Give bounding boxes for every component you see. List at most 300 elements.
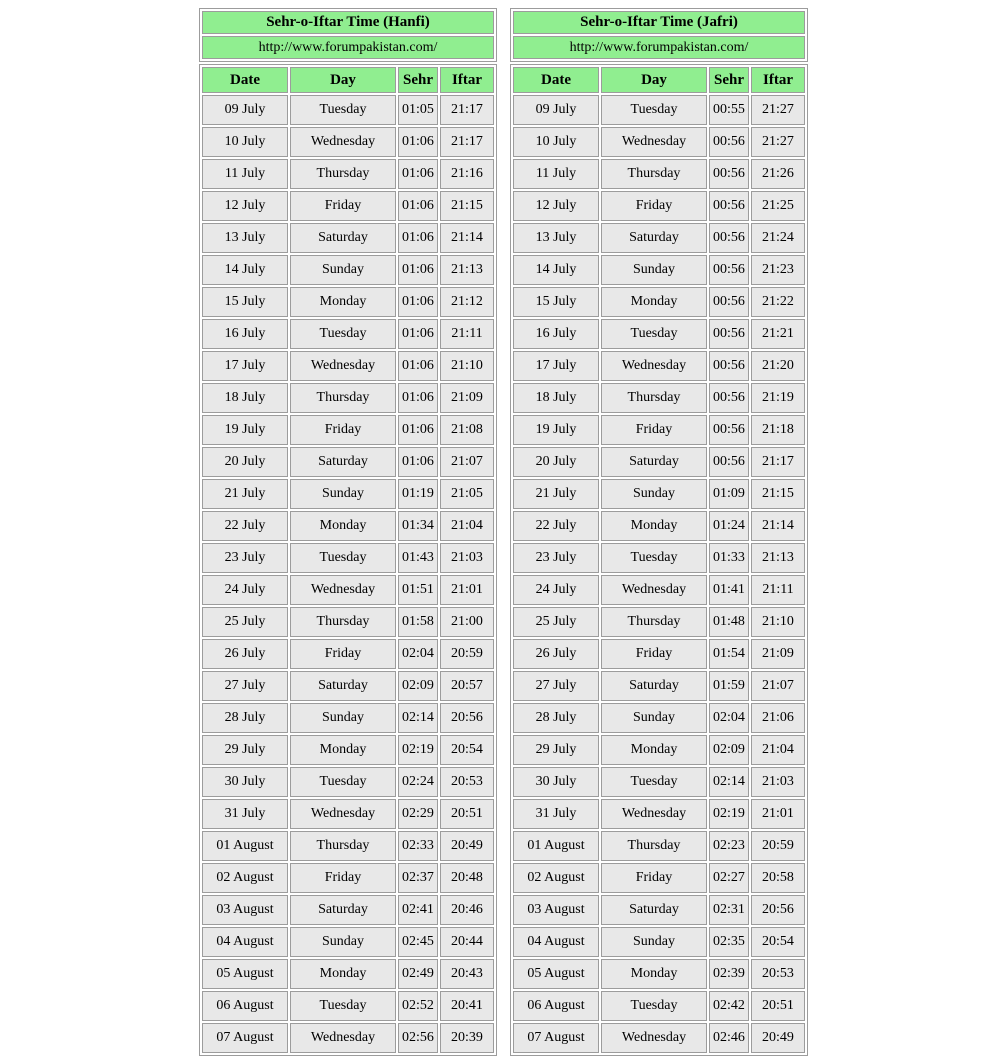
jafri-timetable [510,8,808,1045]
jafri-table-title: Sehr-o-Iftar Time (Jafri) [513,11,805,34]
table-cell: 02:42 [709,991,749,1021]
table-cell: 15 July [513,287,599,317]
table-cell: 01:58 [398,607,438,637]
table-cell: 14 July [202,255,288,285]
table-row [202,991,494,1021]
table-cell: Wednesday [601,1023,707,1053]
table-cell: 30 July [202,767,288,797]
table-cell: 06 August [513,991,599,1021]
hanfi-data-table [199,64,497,1056]
table-cell: 02:46 [709,1023,749,1053]
table-cell: 31 July [513,799,599,829]
table-row [202,863,494,893]
table-cell: 21:08 [440,415,494,445]
table-cell: Friday [601,191,707,221]
table-cell: Monday [601,511,707,541]
table-cell: 21:11 [751,575,805,605]
table-cell: 21:10 [751,607,805,637]
table-cell: Saturday [601,447,707,477]
table-cell: 01:51 [398,575,438,605]
table-cell: 12 July [513,191,599,221]
table-cell: 21:15 [440,191,494,221]
table-cell: 01:06 [398,287,438,317]
table-cell: 21:11 [440,319,494,349]
table-cell: Tuesday [290,95,396,125]
table-row [513,415,805,445]
table-cell: Monday [601,959,707,989]
table-row [202,1023,494,1053]
table-cell: 02:29 [398,799,438,829]
table-cell: 20:48 [440,863,494,893]
table-cell: Tuesday [290,767,396,797]
table-cell: 16 July [202,319,288,349]
table-cell: 02:33 [398,831,438,861]
table-cell: 01:06 [398,383,438,413]
table-cell: 13 July [202,223,288,253]
table-cell: 02:41 [398,895,438,925]
table-cell: 20:51 [751,991,805,1021]
table-cell: Friday [290,191,396,221]
table-row [202,383,494,413]
table-cell: 06 August [202,991,288,1021]
table-row [513,511,805,541]
table-cell: 02:39 [709,959,749,989]
table-cell: 00:56 [709,191,749,221]
table-header-row [202,67,494,93]
table-cell: Monday [290,511,396,541]
table-cell: Monday [290,735,396,765]
table-cell: 21:13 [440,255,494,285]
table-cell: 27 July [202,671,288,701]
table-cell: 20:43 [440,959,494,989]
table-cell: 21:00 [440,607,494,637]
table-cell: 00:56 [709,223,749,253]
table-cell: 21:15 [751,479,805,509]
table-cell: Wednesday [601,127,707,157]
table-cell: 11 July [202,159,288,189]
table-cell: Tuesday [601,319,707,349]
table-cell: 02:19 [709,799,749,829]
table-row [202,639,494,669]
table-cell: 21:10 [440,351,494,381]
table-cell: 20:39 [440,1023,494,1053]
table-cell: Friday [601,415,707,445]
table-row [513,639,805,669]
table-cell: 24 July [202,575,288,605]
table-cell: 11 July [513,159,599,189]
table-cell: Wednesday [290,351,396,381]
column-header-iftar: Iftar [440,67,494,93]
table-row [513,575,805,605]
table-cell: 01:43 [398,543,438,573]
table-cell: 02:37 [398,863,438,893]
table-row [513,863,805,893]
table-row [513,351,805,381]
table-cell: 29 July [513,735,599,765]
table-cell: 20:56 [751,895,805,925]
table-row [202,511,494,541]
table-cell: 02:14 [398,703,438,733]
table-cell: 21:23 [751,255,805,285]
table-cell: 04 August [202,927,288,957]
table-cell: Sunday [290,927,396,957]
table-cell: 21:04 [751,735,805,765]
table-row [513,127,805,157]
table-cell: 01:05 [398,95,438,125]
column-header-sehr: Sehr [398,67,438,93]
table-row [513,191,805,221]
table-cell: 20:49 [440,831,494,861]
table-cell: 20:56 [440,703,494,733]
table-cell: 21:26 [751,159,805,189]
table-cell: 02:04 [709,703,749,733]
table-row [513,927,805,957]
table-row [202,703,494,733]
table-cell: 02 August [513,863,599,893]
table-row [513,991,805,1021]
table-row [513,831,805,861]
table-cell: 29 July [202,735,288,765]
table-cell: 21:17 [751,447,805,477]
table-cell: 00:56 [709,159,749,189]
table-cell: Wednesday [290,127,396,157]
table-cell: 10 July [513,127,599,157]
table-cell: 20 July [513,447,599,477]
table-row [513,479,805,509]
hanfi-table-title: Sehr-o-Iftar Time (Hanfi) [202,11,494,34]
table-cell: 00:56 [709,255,749,285]
table-cell: 21:01 [751,799,805,829]
table-cell: Sunday [601,703,707,733]
jafri-title-table [510,8,808,62]
table-row [513,319,805,349]
table-cell: 20:57 [440,671,494,701]
table-cell: 01:06 [398,415,438,445]
table-cell: 21:06 [751,703,805,733]
table-row [513,447,805,477]
table-cell: 01:06 [398,447,438,477]
table-cell: 21:16 [440,159,494,189]
table-cell: 21:07 [751,671,805,701]
table-row [513,959,805,989]
table-row [513,95,805,125]
table-cell: 02:23 [709,831,749,861]
table-cell: Wednesday [290,575,396,605]
table-row [513,383,805,413]
table-cell: 01:06 [398,255,438,285]
table-cell: Friday [601,639,707,669]
table-cell: 21:03 [440,543,494,573]
table-cell: 21:09 [751,639,805,669]
table-cell: Tuesday [290,319,396,349]
table-row [513,159,805,189]
table-row [202,575,494,605]
table-cell: 17 July [202,351,288,381]
table-cell: 07 August [513,1023,599,1053]
table-cell: 02:24 [398,767,438,797]
jafri-source-url: http://www.forumpakistan.com/ [513,36,805,59]
table-cell: Saturday [290,223,396,253]
table-cell: 21:09 [440,383,494,413]
table-cell: 01:59 [709,671,749,701]
table-cell: 00:56 [709,351,749,381]
table-cell: 01:06 [398,351,438,381]
table-cell: 02:14 [709,767,749,797]
table-cell: 21:20 [751,351,805,381]
table-row [202,959,494,989]
table-cell: Thursday [290,831,396,861]
table-row [202,735,494,765]
table-row [202,415,494,445]
table-cell: 20:51 [440,799,494,829]
table-cell: 26 July [202,639,288,669]
table-cell: 18 July [202,383,288,413]
table-row [202,543,494,573]
table-cell: Thursday [290,607,396,637]
table-cell: 01 August [513,831,599,861]
table-cell: 02:31 [709,895,749,925]
table-row [202,607,494,637]
table-row [202,479,494,509]
table-row [513,767,805,797]
table-row [513,703,805,733]
table-cell: Saturday [290,447,396,477]
table-cell: 21:04 [440,511,494,541]
table-row [513,11,805,34]
table-cell: Monday [601,287,707,317]
table-cell: 01:19 [398,479,438,509]
table-cell: 01:54 [709,639,749,669]
column-header-day: Day [601,67,707,93]
table-cell: 20:53 [440,767,494,797]
table-cell: Thursday [290,383,396,413]
table-row [513,607,805,637]
table-cell: 22 July [513,511,599,541]
table-row [202,191,494,221]
table-row [513,799,805,829]
table-cell: 21:22 [751,287,805,317]
table-row [513,543,805,573]
table-cell: Tuesday [290,991,396,1021]
table-cell: 12 July [202,191,288,221]
table-cell: Saturday [290,895,396,925]
table-cell: 20:49 [751,1023,805,1053]
table-cell: 27 July [513,671,599,701]
table-cell: 15 July [202,287,288,317]
table-cell: 09 July [513,95,599,125]
table-cell: 01:34 [398,511,438,541]
table-cell: 02:04 [398,639,438,669]
table-cell: 19 July [513,415,599,445]
table-cell: 02:09 [709,735,749,765]
table-cell: 02:35 [709,927,749,957]
table-cell: Friday [601,863,707,893]
table-cell: 21:03 [751,767,805,797]
table-row [202,127,494,157]
table-cell: 21:24 [751,223,805,253]
hanfi-timetable [199,8,497,1045]
table-cell: Monday [290,959,396,989]
table-cell: 20:54 [751,927,805,957]
table-row [202,351,494,381]
table-cell: 17 July [513,351,599,381]
table-cell: 13 July [513,223,599,253]
table-cell: 30 July [513,767,599,797]
table-cell: 20:58 [751,863,805,893]
table-cell: 03 August [513,895,599,925]
table-cell: 01:06 [398,191,438,221]
table-row [513,223,805,253]
table-cell: Tuesday [601,95,707,125]
table-row [513,1023,805,1053]
table-cell: 21:18 [751,415,805,445]
table-row [202,95,494,125]
table-cell: Sunday [290,255,396,285]
table-cell: 01:09 [709,479,749,509]
jafri-data-table [510,64,808,1056]
table-cell: Monday [290,287,396,317]
table-cell: 02:56 [398,1023,438,1053]
table-cell: 28 July [202,703,288,733]
table-cell: 21 July [513,479,599,509]
table-cell: 21:14 [751,511,805,541]
table-row [513,671,805,701]
table-cell: 01:06 [398,159,438,189]
table-cell: 18 July [513,383,599,413]
table-header-row [513,67,805,93]
table-cell: 20:53 [751,959,805,989]
table-cell: Wednesday [601,799,707,829]
table-row [202,671,494,701]
table-cell: 00:56 [709,415,749,445]
hanfi-source-url: http://www.forumpakistan.com/ [202,36,494,59]
column-header-date: Date [202,67,288,93]
table-cell: 23 July [202,543,288,573]
table-cell: Friday [290,863,396,893]
table-cell: 01:33 [709,543,749,573]
table-cell: Saturday [601,671,707,701]
table-cell: 05 August [513,959,599,989]
table-cell: 03 August [202,895,288,925]
table-cell: 02:19 [398,735,438,765]
table-cell: Tuesday [601,991,707,1021]
table-cell: 28 July [513,703,599,733]
table-cell: 25 July [513,607,599,637]
table-cell: Thursday [601,159,707,189]
table-cell: Friday [290,415,396,445]
table-cell: 21:14 [440,223,494,253]
table-cell: Sunday [601,479,707,509]
table-row [202,319,494,349]
column-header-iftar: Iftar [751,67,805,93]
table-cell: Friday [290,639,396,669]
table-cell: Saturday [290,671,396,701]
table-cell: 23 July [513,543,599,573]
table-cell: 00:56 [709,287,749,317]
table-row [513,287,805,317]
table-cell: Wednesday [290,799,396,829]
table-row [513,735,805,765]
hanfi-title-table [199,8,497,62]
table-cell: 31 July [202,799,288,829]
table-cell: 21:21 [751,319,805,349]
table-cell: 20:46 [440,895,494,925]
table-cell: 21 July [202,479,288,509]
table-cell: 21:07 [440,447,494,477]
table-cell: Saturday [601,895,707,925]
table-cell: 02:49 [398,959,438,989]
column-header-day: Day [290,67,396,93]
table-row [202,767,494,797]
table-cell: Thursday [601,831,707,861]
table-cell: 01:24 [709,511,749,541]
table-cell: Sunday [601,927,707,957]
table-row [513,895,805,925]
table-cell: 20 July [202,447,288,477]
table-cell: 26 July [513,639,599,669]
table-cell: Sunday [290,703,396,733]
table-cell: 04 August [513,927,599,957]
column-header-date: Date [513,67,599,93]
table-cell: 24 July [513,575,599,605]
table-cell: 22 July [202,511,288,541]
table-cell: 14 July [513,255,599,285]
table-cell: Sunday [290,479,396,509]
table-row [202,447,494,477]
table-cell: 10 July [202,127,288,157]
table-cell: Wednesday [601,575,707,605]
table-cell: 21:27 [751,127,805,157]
table-cell: Monday [601,735,707,765]
table-cell: 00:56 [709,127,749,157]
table-cell: 21:27 [751,95,805,125]
table-row [202,255,494,285]
table-row [202,927,494,957]
table-cell: 25 July [202,607,288,637]
table-cell: 09 July [202,95,288,125]
table-cell: 16 July [513,319,599,349]
table-cell: Wednesday [601,351,707,381]
table-cell: 01:06 [398,223,438,253]
table-cell: 21:17 [440,95,494,125]
table-cell: 02:09 [398,671,438,701]
table-cell: 21:12 [440,287,494,317]
table-cell: Sunday [601,255,707,285]
table-row [202,11,494,34]
table-cell: 21:05 [440,479,494,509]
table-cell: 01:48 [709,607,749,637]
table-cell: 20:59 [440,639,494,669]
table-cell: 20:41 [440,991,494,1021]
table-cell: 01:41 [709,575,749,605]
table-row [202,831,494,861]
table-row [202,287,494,317]
table-cell: 21:25 [751,191,805,221]
table-cell: Thursday [601,383,707,413]
table-row [513,36,805,59]
table-cell: 00:56 [709,383,749,413]
table-cell: 00:56 [709,447,749,477]
table-row [202,159,494,189]
table-cell: Saturday [601,223,707,253]
table-cell: 20:54 [440,735,494,765]
table-cell: 20:44 [440,927,494,957]
table-row [202,223,494,253]
table-cell: 02:27 [709,863,749,893]
table-cell: 05 August [202,959,288,989]
table-cell: 21:19 [751,383,805,413]
table-cell: 21:01 [440,575,494,605]
